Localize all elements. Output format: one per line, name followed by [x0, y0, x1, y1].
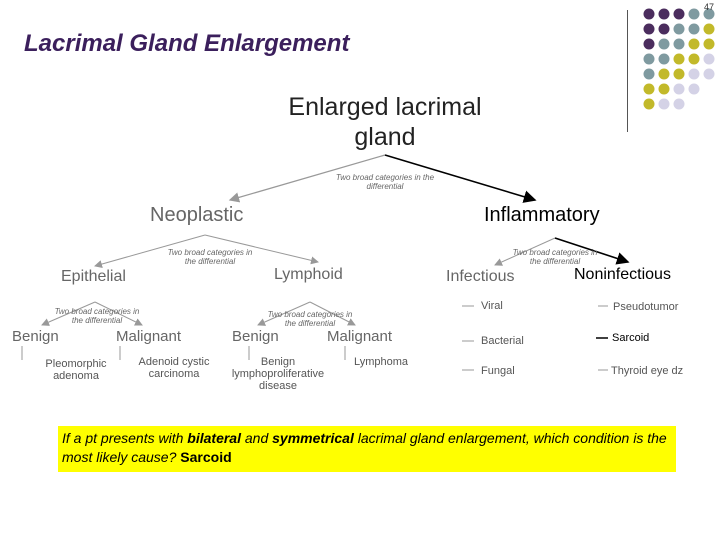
- page-number: 47: [703, 2, 714, 12]
- caption-neoplastic: Two broad categories in the differential: [167, 248, 253, 266]
- leaf-fungal: Fungal: [481, 365, 515, 377]
- node-lymphoid-benign: Benign: [232, 328, 279, 345]
- caption-epithelial: Two broad categories in the differential: [54, 307, 140, 325]
- question-box: [58, 426, 676, 472]
- leaf-viral: Viral: [481, 300, 503, 312]
- node-epithelial-benign: Benign: [12, 328, 59, 345]
- node-lymphoid-malignant: Malignant: [327, 328, 393, 345]
- header-divider: [627, 10, 628, 132]
- leaf-benign-lymphoproliferative: Benign lymphoproliferative disease: [231, 356, 325, 392]
- question-answer: Sarcoid: [180, 449, 232, 465]
- node-epithelial: Epithelial: [61, 268, 126, 285]
- root-node: Enlarged lacrimal gland: [288, 93, 482, 151]
- node-lymphoid: Lymphoid: [274, 266, 343, 283]
- node-noninfectious: Noninfectious: [574, 266, 671, 283]
- page-title: Lacrimal Gland Enlargement: [24, 30, 350, 57]
- caption-lymphoid: Two broad categories in the differential: [267, 310, 353, 328]
- leaf-lymphoma: Lymphoma: [354, 356, 409, 368]
- decorative-dot-grid: [643, 8, 715, 118]
- question-text-1: If a pt presents with: [62, 430, 188, 446]
- node-epithelial-malignant: Malignant: [116, 328, 182, 345]
- question-text-3: lacrimal gland enlargement, which condition is the most likely cause?: [62, 430, 667, 465]
- leaf-bacterial: Bacterial: [481, 335, 524, 347]
- caption-root: Two broad categories in the differential: [335, 173, 435, 191]
- node-neoplastic: Neoplastic: [150, 204, 244, 226]
- leaf-pseudotumor: Pseudotumor: [613, 301, 679, 313]
- caption-inflammatory: Two broad categories in the differential: [512, 248, 598, 266]
- leaf-pleomorphic-adenoma: Pleomorphic adenoma: [45, 358, 107, 382]
- node-inflammatory: Inflammatory: [484, 204, 600, 226]
- question-text-2: and: [241, 430, 273, 446]
- leaf-thyroid-eye-dz: Thyroid eye dz: [611, 365, 684, 377]
- leaf-adenoid-cystic-carcinoma: Adenoid cystic carcinoma: [138, 356, 210, 380]
- leaf-sarcoid: Sarcoid: [612, 332, 650, 344]
- question-symmetrical: symmetrical: [272, 430, 354, 446]
- node-infectious: Infectious: [446, 268, 515, 285]
- question-bilateral: bilateral: [187, 430, 241, 446]
